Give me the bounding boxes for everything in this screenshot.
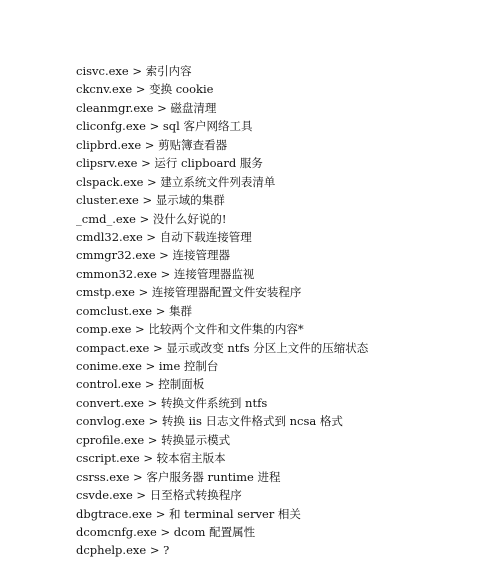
text-line: cmmon32.exe > 连接管理器监视: [76, 266, 255, 281]
text-line: convlog.exe > 转换 iis 日志文件格式到 ncsa 格式: [76, 414, 343, 429]
text-line: clipsrv.exe > 运行 clipboard 服务: [76, 156, 263, 171]
text-line: control.exe > 控制面板: [76, 377, 205, 392]
text-line: comp.exe > 比较两个文件和文件集的内容*: [76, 322, 304, 337]
text-line: cliconfg.exe > sql 客户网络工具: [76, 119, 253, 134]
text-line: cluster.exe > 显示域的集群: [76, 193, 225, 208]
text-line: clspack.exe > 建立系统文件列表清单: [76, 174, 276, 189]
text-line: convert.exe > 转换文件系统到 ntfs: [76, 395, 268, 410]
text-line: cleanmgr.exe > 磁盘清理: [76, 100, 217, 115]
text-line: cmstp.exe > 连接管理器配置文件安装程序: [76, 285, 302, 300]
text-line: dbgtrace.exe > 和 terminal server 相关: [76, 506, 301, 521]
text-line: cscript.exe > 较本宿主版本: [76, 451, 226, 466]
text-line: conime.exe > ime 控制台: [76, 359, 219, 373]
text-line: dcomcnfg.exe > dcom 配置属性: [76, 524, 256, 539]
document-body: [76, 62, 486, 560]
text-line: compact.exe > 显示或改变 ntfs 分区上文件的压缩状态: [76, 340, 369, 355]
text-line: csrss.exe > 客户服务器 runtime 进程: [76, 469, 281, 484]
text-line: cmmgr32.exe > 连接管理器: [76, 248, 230, 263]
text-line: clipbrd.exe > 剪贴簿查看器: [76, 137, 228, 152]
text-line: cmdl32.exe > 自动下载连接管理: [76, 229, 252, 244]
text-line: cprofile.exe > 转换显示模式: [76, 432, 231, 447]
text-line: csvde.exe > 日至格式转换程序: [76, 488, 242, 503]
text-line: _cmd_.exe > 没什么好说的!: [76, 211, 227, 226]
text-line: ckcnv.exe > 变换 cookie: [76, 82, 214, 97]
text-line: comclust.exe > 集群: [76, 303, 193, 318]
text-line: cisvc.exe > 索引内容: [76, 64, 192, 78]
text-line: dcphelp.exe > ?: [76, 543, 170, 558]
